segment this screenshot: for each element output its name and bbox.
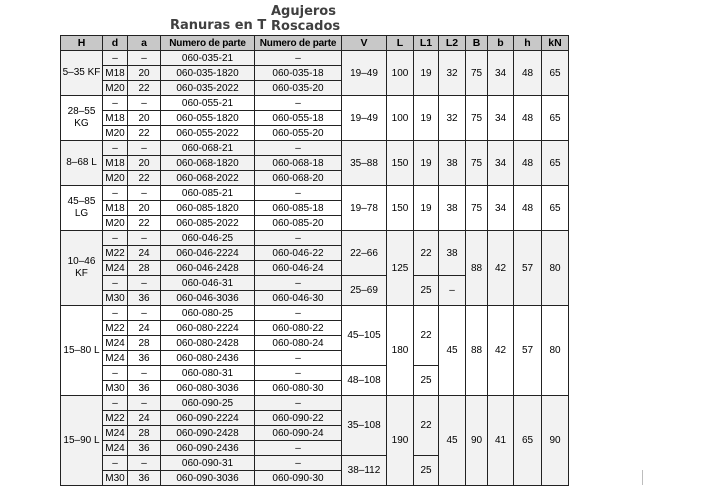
col-header-d: d [103, 36, 128, 51]
cell-part-number-tslot: 060-046-2428 [161, 261, 255, 276]
spec-table [60, 35, 569, 486]
cell-a: 20 [128, 156, 161, 171]
cell-part-number-threaded: – [255, 51, 342, 66]
cell-a: 28 [128, 261, 161, 276]
cell-l2: 32 [439, 51, 466, 96]
cell-a: – [128, 141, 161, 156]
cell-d: – [103, 141, 128, 156]
cell-a: 28 [128, 426, 161, 441]
cell-part-number-threaded: – [255, 141, 342, 156]
cell-kn: 90 [542, 396, 569, 486]
cell-part-number-threaded: – [255, 306, 342, 321]
cell-part-number-threaded: 060-080-24 [255, 336, 342, 351]
cell-part-number-threaded: 060-085-20 [255, 216, 342, 231]
col-header-v: V [342, 36, 387, 51]
cell-part-number-tslot: 060-035-21 [161, 51, 255, 66]
cell-part-number-threaded: 060-035-20 [255, 81, 342, 96]
cell-a: 22 [128, 126, 161, 141]
cell-part-number-tslot: 060-090-2436 [161, 441, 255, 456]
cell-part-number-threaded: – [255, 441, 342, 456]
cell-d: M18 [103, 111, 128, 126]
cell-l1: 25 [414, 276, 439, 306]
cell-d: – [103, 366, 128, 381]
cell-a: 36 [128, 351, 161, 366]
cell-h-lower: 48 [514, 141, 542, 186]
cell-a: 22 [128, 216, 161, 231]
cell-part-number-threaded: 060-055-20 [255, 126, 342, 141]
cell-a: 20 [128, 66, 161, 81]
header-agujeros: Agujeros Roscados [271, 4, 341, 34]
cell-part-number-tslot: 060-090-2224 [161, 411, 255, 426]
cell-h-range: 15–80 L [61, 306, 103, 396]
cell-l2: 32 [439, 96, 466, 141]
cell-part-number-threaded: – [255, 396, 342, 411]
cell-b-lower: 34 [488, 141, 514, 186]
cell-v: 19–78 [342, 186, 387, 231]
cell-d: – [103, 276, 128, 291]
cell-l1: 22 [414, 306, 439, 366]
cell-a: 36 [128, 471, 161, 486]
cell-part-number-tslot: 060-055-21 [161, 96, 255, 111]
cell-v: 48–108 [342, 366, 387, 396]
cell-v: 22–66 [342, 231, 387, 276]
cell-a: – [128, 306, 161, 321]
cell-l: 100 [387, 51, 414, 96]
cell-part-number-threaded: – [255, 456, 342, 471]
cell-a: 22 [128, 171, 161, 186]
cell-a: 28 [128, 336, 161, 351]
table-row [61, 141, 569, 156]
cell-part-number-threaded: – [255, 231, 342, 246]
cell-d: M30 [103, 471, 128, 486]
cell-part-number-threaded: 060-046-22 [255, 246, 342, 261]
cell-part-number-threaded: 060-090-22 [255, 411, 342, 426]
cell-b-upper: 88 [466, 306, 488, 396]
cell-part-number-threaded: 060-055-18 [255, 111, 342, 126]
cell-a: – [128, 456, 161, 471]
table-row [61, 51, 569, 66]
cell-d: M18 [103, 156, 128, 171]
cell-l2: 45 [439, 396, 466, 486]
cell-h-range: 45–85 LG [61, 186, 103, 231]
cell-b-lower: 34 [488, 51, 514, 96]
cell-part-number-tslot: 060-080-3036 [161, 381, 255, 396]
cell-v: 19–49 [342, 51, 387, 96]
cell-a: 36 [128, 291, 161, 306]
cell-d: M18 [103, 66, 128, 81]
cell-l1: 19 [414, 51, 439, 96]
cell-part-number-threaded: – [255, 276, 342, 291]
cell-v: 35–108 [342, 396, 387, 456]
cell-d: M30 [103, 381, 128, 396]
cell-l1: 19 [414, 186, 439, 231]
cell-a: – [128, 396, 161, 411]
cell-d: M20 [103, 81, 128, 96]
col-header-part-number-threaded: Numero de parte [255, 36, 342, 51]
cell-l1: 22 [414, 396, 439, 456]
cell-part-number-threaded: – [255, 96, 342, 111]
cell-a: 24 [128, 321, 161, 336]
cell-a: 36 [128, 381, 161, 396]
cell-l1: 22 [414, 231, 439, 276]
cell-a: – [128, 276, 161, 291]
cell-h-lower: 48 [514, 96, 542, 141]
table-row [61, 186, 569, 201]
cell-h-range: 8–68 L [61, 141, 103, 186]
cell-l: 100 [387, 96, 414, 141]
col-header-l1: L1 [414, 36, 439, 51]
cell-part-number-threaded: 060-080-30 [255, 381, 342, 396]
col-header-b-lower: b [488, 36, 514, 51]
cell-h-range: 28–55 KG [61, 96, 103, 141]
cell-part-number-tslot: 060-046-25 [161, 231, 255, 246]
cell-kn: 80 [542, 306, 569, 396]
cell-a: 20 [128, 111, 161, 126]
cell-part-number-threaded: 060-090-24 [255, 426, 342, 441]
cell-h-lower: 48 [514, 186, 542, 231]
cell-b-upper: 75 [466, 51, 488, 96]
header-row [61, 36, 569, 51]
cell-b-lower: 42 [488, 231, 514, 306]
cell-part-number-tslot: 060-046-2224 [161, 246, 255, 261]
cell-part-number-tslot: 060-068-1820 [161, 156, 255, 171]
cell-v: 38–112 [342, 456, 387, 486]
header-ranuras: Ranuras en T [170, 18, 267, 33]
cell-part-number-tslot: 060-085-21 [161, 186, 255, 201]
cell-a: – [128, 366, 161, 381]
cell-part-number-tslot: 060-090-2428 [161, 426, 255, 441]
col-header-h: H [61, 36, 103, 51]
cell-kn: 65 [542, 141, 569, 186]
cell-d: – [103, 186, 128, 201]
cell-kn: 65 [542, 186, 569, 231]
cell-part-number-tslot: 060-035-2022 [161, 81, 255, 96]
cell-b-upper: 75 [466, 96, 488, 141]
cell-b-lower: 34 [488, 186, 514, 231]
cell-a: 24 [128, 246, 161, 261]
cell-h-range: 10–46 KF [61, 231, 103, 306]
col-header-l: L [387, 36, 414, 51]
cell-part-number-tslot: 060-035-1820 [161, 66, 255, 81]
cell-a: 36 [128, 441, 161, 456]
cell-part-number-threaded: – [255, 351, 342, 366]
cell-d: – [103, 51, 128, 66]
cell-part-number-threaded: 060-035-18 [255, 66, 342, 81]
cell-part-number-threaded: 060-068-20 [255, 171, 342, 186]
cursor-mark [642, 470, 643, 485]
cell-l2: – [439, 276, 466, 306]
cell-kn: 65 [542, 51, 569, 96]
cell-a: – [128, 51, 161, 66]
cell-part-number-tslot: 060-085-1820 [161, 201, 255, 216]
cell-d: M24 [103, 261, 128, 276]
cell-part-number-threaded: 060-085-18 [255, 201, 342, 216]
cell-part-number-threaded: 060-046-30 [255, 291, 342, 306]
cell-b-upper: 75 [466, 186, 488, 231]
cell-v: 25–69 [342, 276, 387, 306]
cell-a: – [128, 231, 161, 246]
cell-d: M20 [103, 171, 128, 186]
cell-d: M22 [103, 246, 128, 261]
cell-d: M24 [103, 441, 128, 456]
col-header-kn: kN [542, 36, 569, 51]
cell-part-number-tslot: 060-090-25 [161, 396, 255, 411]
cell-l1: 19 [414, 96, 439, 141]
col-header-h-lower: h [514, 36, 542, 51]
table-row [61, 231, 569, 246]
cell-part-number-threaded: – [255, 366, 342, 381]
cell-part-number-threaded: 060-046-24 [255, 261, 342, 276]
cell-d: – [103, 96, 128, 111]
cell-a: 24 [128, 411, 161, 426]
cell-h-range: 5–35 KF [61, 51, 103, 96]
cell-l: 125 [387, 231, 414, 306]
cell-d: M18 [103, 201, 128, 216]
table-row [61, 306, 569, 321]
table-row [61, 96, 569, 111]
cell-part-number-tslot: 060-055-1820 [161, 111, 255, 126]
cell-a: 20 [128, 201, 161, 216]
cell-a: 22 [128, 81, 161, 96]
cell-part-number-tslot: 060-080-2224 [161, 321, 255, 336]
cell-d: M22 [103, 321, 128, 336]
cell-h-lower: 65 [514, 396, 542, 486]
cell-kn: 65 [542, 96, 569, 141]
cell-l2: 38 [439, 186, 466, 231]
cell-l1: 25 [414, 366, 439, 396]
cell-part-number-tslot: 060-055-2022 [161, 126, 255, 141]
cell-part-number-tslot: 060-080-2428 [161, 336, 255, 351]
cell-b-upper: 88 [466, 231, 488, 306]
cell-b-upper: 75 [466, 141, 488, 186]
cell-v: 45–105 [342, 306, 387, 366]
cell-part-number-tslot: 060-090-3036 [161, 471, 255, 486]
cell-h-lower: 57 [514, 306, 542, 396]
cell-part-number-threaded: 060-080-22 [255, 321, 342, 336]
cell-h-range: 15–90 L [61, 396, 103, 486]
cell-part-number-threaded: 060-068-18 [255, 156, 342, 171]
col-header-l2: L2 [439, 36, 466, 51]
cell-part-number-tslot: 060-080-25 [161, 306, 255, 321]
cell-d: M20 [103, 126, 128, 141]
cell-d: M20 [103, 216, 128, 231]
cell-l: 190 [387, 396, 414, 486]
cell-a: – [128, 186, 161, 201]
cell-part-number-tslot: 060-068-21 [161, 141, 255, 156]
cell-part-number-threaded: 060-090-30 [255, 471, 342, 486]
cell-v: 19–49 [342, 96, 387, 141]
cell-h-lower: 57 [514, 231, 542, 306]
cell-l2: 45 [439, 306, 466, 396]
table-row [61, 396, 569, 411]
col-header-a: a [128, 36, 161, 51]
col-header-part-number-tslot: Numero de parte [161, 36, 255, 51]
cell-kn: 80 [542, 231, 569, 306]
col-header-b-upper: B [466, 36, 488, 51]
cell-l1: 19 [414, 141, 439, 186]
cell-h-lower: 48 [514, 51, 542, 96]
cell-part-number-tslot: 060-080-31 [161, 366, 255, 381]
cell-part-number-threaded: – [255, 186, 342, 201]
cell-part-number-tslot: 060-046-3036 [161, 291, 255, 306]
cell-d: – [103, 456, 128, 471]
cell-d: – [103, 306, 128, 321]
cell-b-lower: 34 [488, 96, 514, 141]
cell-d: M24 [103, 426, 128, 441]
cell-part-number-tslot: 060-046-31 [161, 276, 255, 291]
cell-d: M24 [103, 351, 128, 366]
cell-d: M22 [103, 411, 128, 426]
cell-l: 150 [387, 186, 414, 231]
cell-l2: 38 [439, 231, 466, 276]
cell-d: – [103, 396, 128, 411]
cell-d: M24 [103, 336, 128, 351]
cell-b-upper: 90 [466, 396, 488, 486]
cell-d: – [103, 231, 128, 246]
cell-a: – [128, 96, 161, 111]
cell-l2: 38 [439, 141, 466, 186]
cell-l: 180 [387, 306, 414, 396]
cell-part-number-tslot: 060-090-31 [161, 456, 255, 471]
cell-part-number-tslot: 060-068-2022 [161, 171, 255, 186]
cell-part-number-tslot: 060-080-2436 [161, 351, 255, 366]
cell-v: 35–88 [342, 141, 387, 186]
cell-part-number-tslot: 060-085-2022 [161, 216, 255, 231]
cell-b-lower: 42 [488, 306, 514, 396]
cell-l: 150 [387, 141, 414, 186]
cell-b-lower: 41 [488, 396, 514, 486]
cell-d: M30 [103, 291, 128, 306]
cell-l1: 25 [414, 456, 439, 486]
